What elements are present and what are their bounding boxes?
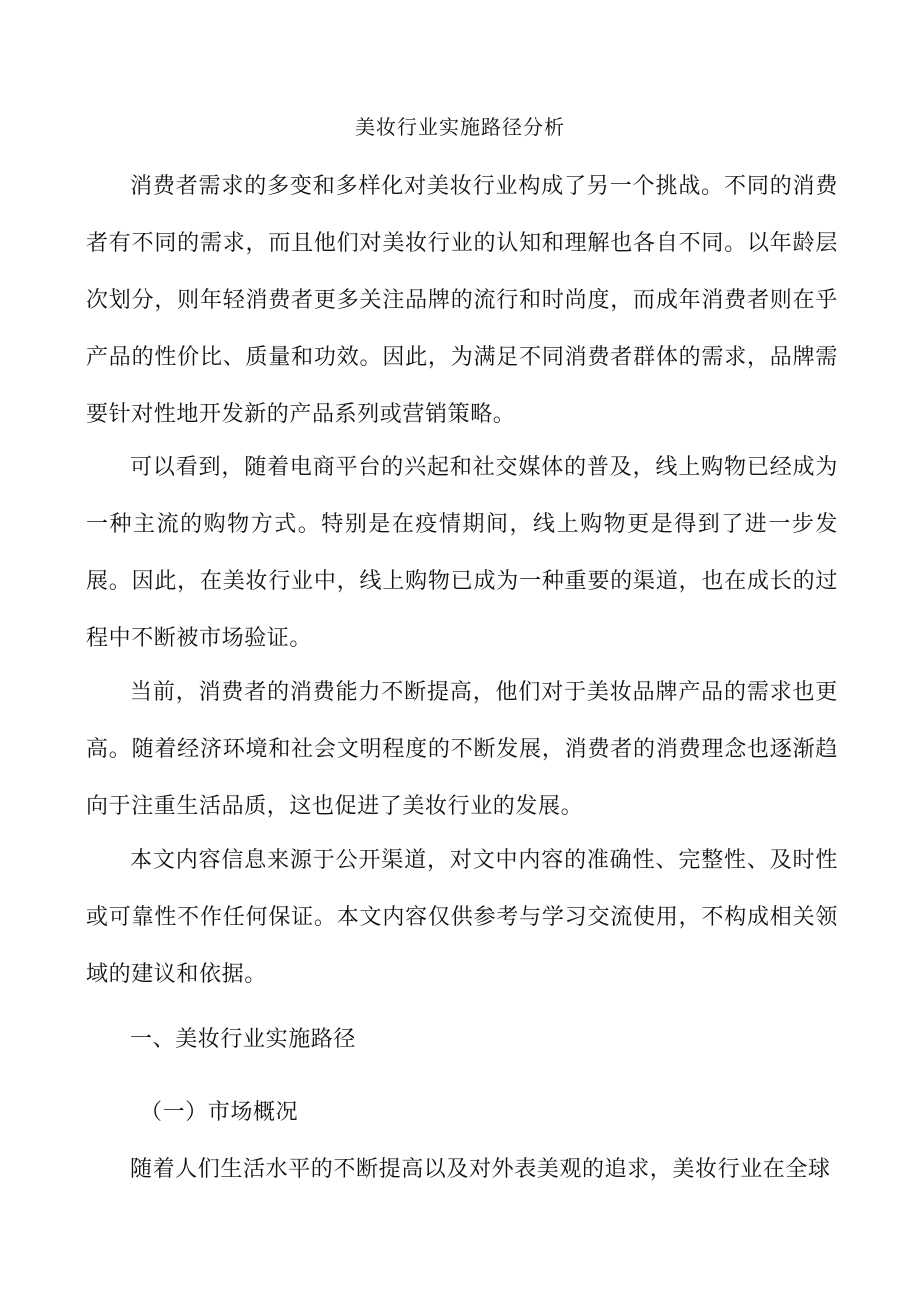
paragraph-market-overview: 随着人们生活水平的不断提高以及对外表美观的追求，美妆行业在全球 [130,1157,831,1182]
paragraph-consumption-ability: 当前，消费者的消费能力不断提高，他们对于美妆品牌产品的需求也更高。随着经济环境和社会文明程度的不断发展，消费者的消费理念也逐渐趋向于注重生活品质，这也促进了美妆行业的发展。 [86,680,838,819]
paragraph-consumer-needs: 消费者需求的多变和多样化对美妆行业构成了另一个挑战。不同的消费者有不同的需求，而且他们对美妆行业的认知和理解也各自不同。以年龄层次划分，则年轻消费者更多关注品牌的流行和时尚度，而成年消费者则在乎产品的性价比、质量和功效。因此，为满足不同消费者群体的需求，品牌需要针对性地开发新的产品系列或营销策略。 [86,174,838,427]
paragraph-online-shopping: 可以看到，随着电商平台的兴起和社交媒体的普及，线上购物已经成为一种主流的购物方式。特别是在疫情期间，线上购物更是得到了进一步发展。因此，在美妆行业中，线上购物已成为一种重要的渠道，也在成长的过程中不断被市场验证。 [86,455,838,651]
subsection-heading: （一）市场概况 [140,1100,299,1125]
section-heading: 一、美妆行业实施路径 [130,1027,357,1052]
document-title: 美妆行业实施路径分析 [355,115,565,139]
paragraph-disclaimer: 本文内容信息来源于公开渠道，对文中内容的准确性、完整性、及时性或可靠性不作任何保证。本文内容仅供参考与学习交流使用，不构成相关领域的建议和依据。 [86,848,838,987]
